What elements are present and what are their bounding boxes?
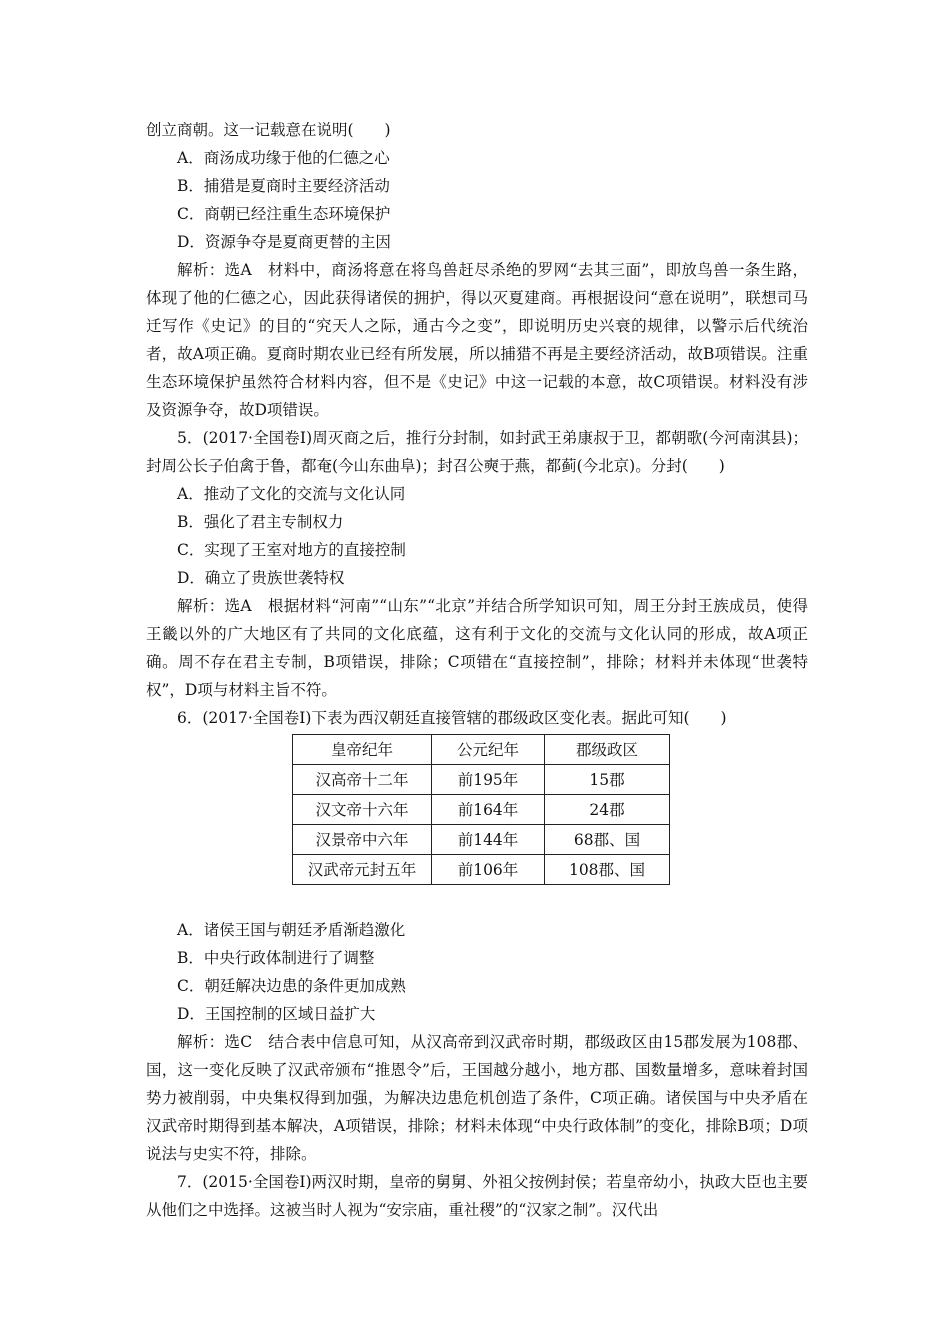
table-row	[293, 825, 670, 855]
q4-stem-end: 创立商朝。这一记载意在说明( )	[146, 121, 391, 139]
q6-stem: 6．(2017·全国卷Ⅰ)下表为西汉朝廷直接管辖的郡级政区变化表。据此可知( )	[177, 709, 727, 727]
q5-option-d: D．确立了贵族世袭特权	[177, 569, 345, 587]
q7-stem: 7．(2015·全国卷Ⅰ)两汉时期，皇帝的舅舅、外祖父按例封侯；若皇帝幼小，执政大臣也主要从他们之中选择。这被当时人视为“安宗庙，重社稷”的“汉家之制”。汉代出	[146, 1173, 808, 1219]
table-cell: 15郡	[545, 765, 670, 795]
q4-option-d: D．资源争夺是夏商更替的主因	[177, 233, 391, 251]
q6-option-a: A．诸侯王国与朝廷矛盾渐趋激化	[177, 921, 406, 939]
table-row	[293, 855, 670, 885]
q5-option-b: B．强化了君主专制权力	[177, 513, 344, 531]
q5-stem: 5．(2017·全国卷Ⅰ)周灭商之后，推行分封制，如封武王弟康叔于卫，都朝歌(今河南淇县)；封周公长子伯禽于鲁，都奄(今山东曲阜)；封召公奭于燕，都蓟(今北京)。分封( )	[146, 429, 808, 475]
q6-table-container	[146, 732, 808, 916]
county-change-table	[292, 734, 670, 885]
q6-option-d: D．王国控制的区域日益扩大	[177, 1005, 376, 1023]
document-body	[146, 116, 808, 1224]
table-cell: 汉文帝十六年	[293, 795, 432, 825]
table-header-cell: 皇帝纪年	[293, 735, 432, 765]
table-cell: 前106年	[432, 855, 545, 885]
table-row	[293, 795, 670, 825]
table-cell: 汉景帝中六年	[293, 825, 432, 855]
table-header-cell: 郡级政区	[545, 735, 670, 765]
table-cell: 汉高帝十二年	[293, 765, 432, 795]
q4-option-c: C．商朝已经注重生态环境保护	[177, 205, 391, 223]
table-cell: 前164年	[432, 795, 545, 825]
table-cell: 68郡、国	[545, 825, 670, 855]
q5-option-c: C．实现了王室对地方的直接控制	[177, 541, 406, 559]
table-cell: 前144年	[432, 825, 545, 855]
table-cell: 前195年	[432, 765, 545, 795]
q4-option-a: A．商汤成功缘于他的仁德之心	[177, 149, 390, 167]
q6-analysis: 解析：选C 结合表中信息可知，从汉高帝到汉武帝时期，郡级政区由15郡发展为108郡、国，这一变化反映了汉武帝颁布“推恩令”后，王国越分越小，地方郡、国数量增多，意味着封国势力被削弱，中央集权得到加强，为解决边患危机创造了条件，C项正确。诸侯国与中央矛盾在汉武帝时期得到基本解决，A项错误，排除；材料未体现“中央行政体制”的变化，排除B项；D项说法与史实不符，排除。	[146, 1033, 808, 1163]
q4-analysis: 解析：选A 材料中，商汤将意在将鸟兽赶尽杀绝的罗网“去其三面”，即放鸟兽一条生路，体现了他的仁德之心，因此获得诸侯的拥护，得以灭夏建商。再根据设问“意在说明”，联想司马迁写作《史记》的目的“究天人之际，通古今之变”，即说明历史兴衰的规律，以警示后代统治者，故A项正确。夏商时期农业已经有所发展，所以捕猎不再是主要经济活动，故B项错误。注重生态环境保护虽然符合材料内容，但不是《史记》中这一记载的本意，故C项错误。材料没有涉及资源争夺，故D项错误。	[146, 261, 808, 419]
table-cell: 24郡	[545, 795, 670, 825]
table-row	[293, 765, 670, 795]
q6-option-c: C．朝廷解决边患的条件更加成熟	[177, 977, 406, 995]
table-cell: 汉武帝元封五年	[293, 855, 432, 885]
table-cell: 108郡、国	[545, 855, 670, 885]
q5-option-a: A．推动了文化的交流与文化认同	[177, 485, 406, 503]
table-header-row	[293, 735, 670, 765]
table-header-cell: 公元纪年	[432, 735, 545, 765]
q5-analysis: 解析：选A 根据材料“河南”“山东”“北京”并结合所学知识可知，周王分封王族成员，使得王畿以外的广大地区有了共同的文化底蕴，这有利于文化的交流与文化认同的形成，故A项正确。周不存在君主专制，B项错误，排除；C项错在“直接控制”，排除；材料并未体现“世袭特权”，D项与材料主旨不符。	[146, 597, 808, 699]
q4-option-b: B．捕猎是夏商时主要经济活动	[177, 177, 390, 195]
q6-option-b: B．中央行政体制进行了调整	[177, 949, 375, 967]
